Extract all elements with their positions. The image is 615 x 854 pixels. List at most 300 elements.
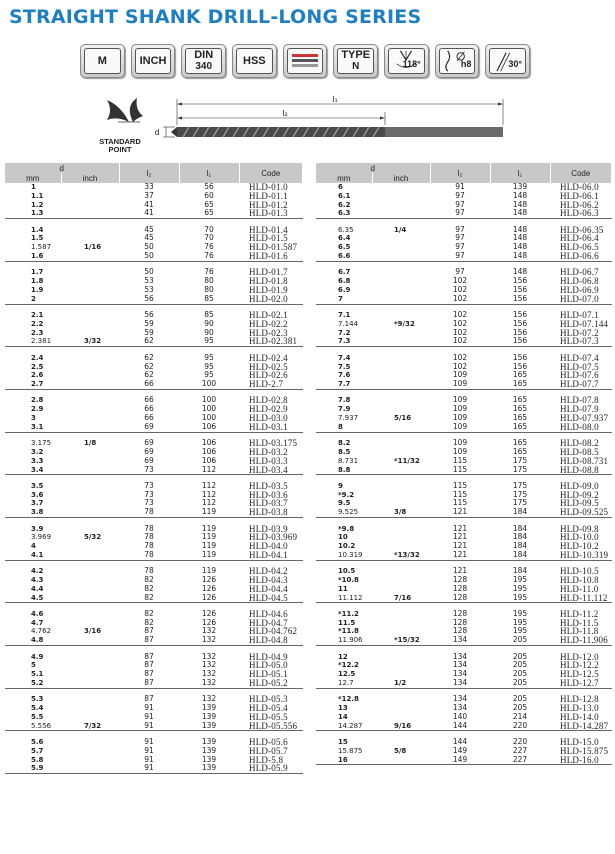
cell-l1: 132: [201, 660, 217, 670]
table-row: [316, 295, 612, 304]
cell-code: HLD-07.9: [560, 404, 599, 415]
cell-inch: [61, 226, 119, 235]
table-row: [316, 337, 612, 346]
cell-l2: 69: [119, 423, 179, 432]
cell-code: HLD-12.2: [560, 660, 599, 671]
cell-code: HLD-11.906: [550, 636, 612, 645]
cell-mm: *11.2: [338, 609, 359, 618]
cell-l1: 85: [204, 310, 214, 320]
cell-mm: 4.2: [31, 567, 44, 576]
cell-mm: 2.1: [31, 311, 44, 320]
cell-code: HLD-05.2: [239, 679, 303, 688]
cell-mm: 8.731: [338, 456, 359, 465]
cell-mm: 1.4: [31, 225, 44, 234]
cell-l2: 73: [144, 498, 154, 508]
cell-mm: 1.587: [31, 243, 52, 252]
cell-mm: 13: [338, 704, 348, 713]
cell-code: HLD-02.8: [249, 395, 288, 406]
cell-code: HLD-07.937: [560, 413, 609, 424]
cell-code: HLD-06.9: [560, 284, 599, 295]
cell-code: HLD-06.1: [560, 190, 599, 201]
cell-l2: 102: [452, 361, 468, 371]
spec-icon-row: [80, 44, 530, 78]
hss-label: HSS: [243, 54, 266, 67]
cell-inch: [372, 405, 430, 414]
cell-mm: 6.6: [316, 252, 372, 261]
cell-code: HLD-15.0: [560, 736, 599, 747]
cell-l2: 78: [144, 541, 154, 551]
cell-mm: 1.2: [31, 200, 44, 209]
col-header-inch: inch: [61, 173, 119, 183]
cell-code: HLD-06.6: [550, 252, 612, 261]
cell-inch: [372, 201, 430, 210]
cell-inch: [372, 243, 430, 252]
cell-inch: [372, 192, 430, 201]
cell-mm: 5.556: [5, 722, 61, 731]
cell-code: HLD-06.2: [560, 199, 599, 210]
cell-l1: 90: [204, 318, 214, 328]
cell-code: HLD-05.3: [249, 694, 288, 705]
cell-inch: [372, 277, 430, 286]
cell-l2: 102: [452, 310, 468, 320]
cell-l1: 119: [201, 566, 217, 576]
cell-inch: [372, 610, 430, 619]
drill-table-left: [5, 163, 303, 774]
cell-l2: 149: [452, 745, 468, 755]
cell-l1: 95: [204, 352, 214, 362]
type-n-icon: [333, 44, 378, 78]
cell-mm: 4.8: [5, 636, 61, 645]
cell-l1: 220: [490, 722, 550, 731]
cell-l1: 195: [512, 617, 528, 627]
cell-l1: 139: [201, 736, 217, 746]
cell-mm: 6.3: [316, 209, 372, 218]
cell-inch: [372, 380, 430, 389]
cell-l2: 62: [144, 361, 154, 371]
point-angle-label: 118°: [402, 59, 421, 69]
cell-inch: 7/16: [372, 594, 430, 603]
hss-icon: [232, 44, 277, 78]
cell-l2: 73: [119, 466, 179, 475]
cell-mm: 2.6: [31, 371, 44, 380]
cell-inch: [372, 499, 430, 508]
cell-l1: 165: [512, 370, 528, 380]
cell-l1: 205: [512, 651, 528, 661]
cell-l1: 60: [204, 190, 214, 200]
cell-inch: [372, 234, 430, 243]
cell-l2: 115: [452, 498, 468, 508]
cell-l2: 87: [144, 660, 154, 670]
cell-inch: *9/32: [394, 319, 415, 328]
cell-code: HLD-14.0: [560, 711, 599, 722]
cell-inch: [372, 209, 430, 218]
cell-code: HLD-01.9: [249, 284, 288, 295]
cell-mm: 6.5: [338, 243, 351, 252]
cell-code: HLD-02.0: [239, 295, 303, 304]
cell-mm: 6.9: [338, 285, 351, 294]
table-row: [5, 508, 303, 517]
inch-label: INCH: [139, 54, 167, 67]
cell-code: HLD-07.7: [550, 380, 612, 389]
cell-code: HLD-05.9: [239, 764, 303, 773]
cell-l1: 139: [179, 764, 239, 773]
cell-l2: 78: [144, 523, 154, 533]
cell-mm: 6.8: [338, 277, 351, 286]
cell-l1: 139: [201, 754, 217, 764]
cell-mm: 7.2: [338, 328, 351, 337]
cell-l1: 106: [201, 438, 217, 448]
table-row: [316, 466, 612, 475]
cell-mm: *11.8: [338, 627, 359, 636]
cell-l1: 70: [204, 233, 214, 243]
cell-mm: 1.3: [5, 209, 61, 218]
cell-l2: 53: [144, 284, 154, 294]
cell-code: HLD-04.8: [239, 636, 303, 645]
cell-inch: [61, 363, 119, 372]
cell-code: HLD-07.8: [560, 395, 599, 406]
cell-l1: 126: [201, 574, 217, 584]
cell-l2: 37: [144, 190, 154, 200]
cell-l1: 227: [512, 745, 528, 755]
cell-code: HLD-05.0: [249, 660, 288, 671]
cell-inch: [372, 585, 430, 594]
cell-l2: 59: [144, 327, 154, 337]
cell-mm: *12.2: [338, 661, 359, 670]
cell-l1: 156: [512, 318, 528, 328]
cell-code: HLD-10.8: [560, 574, 599, 585]
cell-l1: 126: [201, 617, 217, 627]
cell-code: HLD-05.4: [249, 703, 288, 714]
cell-l1: 184: [512, 523, 528, 533]
cell-code: HLD-06.0: [560, 182, 599, 192]
cell-code: HLD-07.144: [560, 318, 609, 329]
cell-mm: 16: [316, 756, 372, 765]
cell-l1: 126: [201, 608, 217, 618]
cell-code: HLD-15.875: [560, 745, 609, 756]
cell-inch: [61, 209, 119, 218]
cell-l2: 82: [119, 594, 179, 603]
cell-mm: 3.5: [31, 481, 44, 490]
cell-inch: *11/32: [394, 456, 420, 465]
cell-inch: [61, 268, 119, 277]
cell-mm: 3.4: [5, 466, 61, 475]
cell-code: HLD-01.2: [249, 199, 288, 210]
cell-l1: 156: [512, 310, 528, 320]
cell-mm: 15.875: [338, 746, 363, 755]
cell-inch: 9/16: [372, 722, 430, 731]
cell-l2: 62: [144, 370, 154, 380]
cell-l2: 87: [119, 679, 179, 688]
cell-inch: 1/4: [394, 225, 407, 234]
l1-dimension-label: l₁: [332, 95, 338, 104]
cell-l2: 121: [452, 523, 468, 533]
cell-l1: 205: [490, 679, 550, 688]
cell-inch: [61, 491, 119, 500]
table-row: [5, 423, 303, 432]
cell-inch: 1/8: [84, 439, 97, 448]
cell-l2: 149: [430, 756, 490, 765]
cell-l1: 76: [204, 242, 214, 252]
cell-code: HLD-03.4: [239, 466, 303, 475]
cell-inch: [372, 627, 430, 636]
cell-mm: 6.4: [338, 234, 351, 243]
cell-l2: 97: [455, 267, 465, 277]
cell-code: HLD-11.112: [550, 594, 612, 603]
cell-l1: 95: [179, 337, 239, 346]
cell-code: HLD-04.7: [249, 617, 288, 628]
cell-l1: 148: [512, 224, 528, 234]
cell-code: HLD-03.3: [249, 455, 288, 466]
cell-inch: [372, 439, 430, 448]
cell-code: HLD-08.5: [560, 446, 599, 457]
cell-code: HLD-05.1: [249, 669, 288, 680]
cell-l1: 119: [201, 541, 217, 551]
cell-l2: 109: [452, 404, 468, 414]
cell-l1: 56: [204, 182, 214, 191]
cell-inch: 7/32: [61, 722, 119, 731]
cell-l1: 148: [490, 209, 550, 218]
cell-mm: 10: [338, 533, 348, 542]
cell-inch: 3/32: [61, 337, 119, 346]
cell-inch: [61, 405, 119, 414]
table-row: [316, 551, 612, 560]
table-row: [5, 466, 303, 475]
cell-l1: 132: [201, 626, 217, 636]
cell-l2: 97: [430, 209, 490, 218]
cell-code: HLD-5.8: [249, 754, 284, 765]
table-row: [5, 636, 303, 645]
cell-inch: [372, 738, 430, 747]
cell-mm: 12.7: [316, 679, 372, 688]
cell-inch: [61, 183, 119, 192]
cell-l1: 165: [512, 404, 528, 414]
cell-inch: [61, 466, 119, 475]
cell-mm: *9.8: [338, 524, 355, 533]
table-row: [5, 551, 303, 560]
cell-inch: [61, 756, 119, 765]
cell-code: HLD-03.7: [249, 498, 288, 509]
cell-l1: 95: [204, 370, 214, 380]
cell-l1: 175: [512, 498, 528, 508]
cell-l1: 148: [512, 190, 528, 200]
cell-l2: 115: [430, 466, 490, 475]
cell-mm: 2.5: [31, 362, 44, 371]
m-label: M: [97, 54, 107, 67]
cell-l1: 205: [512, 660, 528, 670]
cell-l1: 205: [512, 703, 528, 713]
cell-l1: 156: [512, 327, 528, 337]
cell-l2: 134: [430, 636, 490, 645]
cell-inch: [61, 542, 119, 551]
cell-code: HLD-01.8: [249, 276, 288, 287]
cell-l1: 156: [490, 295, 550, 304]
cell-inch: [372, 533, 430, 542]
cell-l2: 69: [144, 455, 154, 465]
cell-l1: 100: [201, 404, 217, 414]
cell-inch: [372, 466, 430, 475]
cell-mm: 11.112: [316, 594, 372, 603]
cell-inch: [61, 201, 119, 210]
cell-mm: *9.2: [338, 490, 355, 499]
table-row: [316, 508, 612, 517]
cell-inch: [61, 396, 119, 405]
cell-code: HLD-02.381: [239, 337, 303, 346]
cell-mm: 7.1: [338, 311, 351, 320]
cell-code: HLD-01.5: [249, 233, 288, 244]
cell-code: HLD-02.5: [249, 361, 288, 372]
cell-l2: 87: [144, 694, 154, 704]
cell-l2: 82: [144, 617, 154, 627]
cell-code: HLD-04.5: [239, 594, 303, 603]
cell-l1: 195: [490, 594, 550, 603]
cell-l2: 102: [430, 337, 490, 346]
cell-l2: 102: [452, 352, 468, 362]
cell-l2: 66: [119, 380, 179, 389]
cell-l2: 128: [452, 617, 468, 627]
cell-code: HLD-06.7: [560, 267, 599, 278]
cell-code: HLD-12.7: [550, 679, 612, 688]
cell-code: HLD-08.8: [550, 466, 612, 475]
cell-inch: [372, 482, 430, 491]
cell-inch: [61, 653, 119, 662]
cell-inch: [61, 252, 119, 261]
cell-mm: 7.3: [316, 337, 372, 346]
table-row: [316, 722, 612, 731]
cell-l1: 80: [204, 284, 214, 294]
cell-l1: 65: [179, 209, 239, 218]
cell-mm: 11.5: [338, 618, 356, 627]
cell-code: HLD-03.0: [249, 413, 288, 424]
helix-30-icon: [485, 44, 530, 78]
cell-l1: 132: [201, 651, 217, 661]
cell-l2: 97: [455, 233, 465, 243]
cell-mm: 2.381: [5, 337, 61, 346]
cell-mm: 5: [31, 661, 36, 670]
cell-inch: [61, 661, 119, 670]
cell-l2: 128: [430, 594, 490, 603]
cell-mm: 3.175: [31, 439, 52, 448]
cell-l2: 144: [430, 722, 490, 731]
cell-mm: 4.7: [31, 618, 44, 627]
cell-code: HLD-03.8: [239, 508, 303, 517]
cell-inch: [61, 482, 119, 491]
cell-l2: 121: [452, 541, 468, 551]
cell-inch: [61, 354, 119, 363]
cell-l1: 139: [201, 703, 217, 713]
cell-l1: 205: [490, 636, 550, 645]
cell-inch: [61, 679, 119, 688]
cell-mm: 14: [338, 712, 348, 721]
cell-l2: 69: [144, 446, 154, 456]
cell-code: HLD-06.5: [560, 242, 599, 253]
cell-inch: 5/8: [394, 746, 407, 755]
cell-l1: 195: [512, 626, 528, 636]
cell-code: HLD-03.9: [249, 523, 288, 534]
cell-l2: 78: [119, 551, 179, 560]
point-angle-icon: [384, 44, 429, 78]
table-row: [316, 423, 612, 432]
cell-l1: 220: [512, 736, 528, 746]
table-row: [5, 380, 303, 389]
cell-l1: 139: [179, 722, 239, 731]
cell-l1: 132: [179, 679, 239, 688]
cell-l2: 97: [455, 190, 465, 200]
table-row: [5, 594, 303, 603]
cell-l1: 184: [512, 532, 528, 542]
cell-mm: 2.4: [31, 353, 44, 362]
cell-mm: 6: [338, 183, 343, 191]
cell-l2: 102: [452, 327, 468, 337]
col-header-l1: l₁: [179, 163, 239, 183]
cell-code: HLD-04.1: [239, 551, 303, 560]
cell-inch: [372, 756, 430, 765]
cell-l1: 100: [201, 395, 217, 405]
cell-code: HLD-01.587: [249, 242, 298, 253]
cell-inch: [372, 311, 430, 320]
cell-mm: 7.7: [316, 380, 372, 389]
table-row: [316, 679, 612, 688]
cell-code: HLD-01.0: [249, 182, 288, 192]
cell-l1: 205: [512, 669, 528, 679]
table-row: [5, 764, 303, 773]
inch-icon: [131, 44, 176, 78]
cell-mm: 7.6: [338, 371, 351, 380]
cell-inch: [61, 508, 119, 517]
cell-mm: 12.5: [338, 670, 356, 679]
cell-l1: 132: [179, 636, 239, 645]
cell-code: HLD-06.4: [560, 233, 599, 244]
cell-inch: [372, 423, 430, 432]
cell-mm: 5.3: [31, 695, 44, 704]
cell-l2: 41: [144, 199, 154, 209]
cell-code: HLD-16.0: [550, 756, 612, 765]
cell-l1: 76: [179, 252, 239, 261]
cell-code: HLD-12.0: [560, 651, 599, 662]
cell-l2: 140: [452, 711, 468, 721]
cell-l1: 205: [512, 694, 528, 704]
type-n-label: TYPE: [341, 49, 371, 61]
cell-inch: [372, 329, 430, 338]
cell-l1: 184: [512, 566, 528, 576]
cell-code: HLD-02.2: [249, 318, 288, 329]
col-header-mm: mm: [316, 173, 372, 183]
table-row: [316, 756, 612, 765]
cell-l2: 109: [452, 446, 468, 456]
cell-mm: 2: [5, 295, 61, 304]
cell-code: HLD-01.3: [239, 209, 303, 218]
cell-l1: 132: [201, 669, 217, 679]
cell-l1: 148: [512, 242, 528, 252]
standard-point-label-1: STANDARD: [99, 137, 141, 146]
cell-inch: [61, 525, 119, 534]
cell-mm: *12.8: [338, 695, 359, 704]
table-row: [5, 679, 303, 688]
cell-code: HLD-12.8: [560, 694, 599, 705]
cell-inch: [372, 396, 430, 405]
cell-l2: 78: [144, 532, 154, 542]
cell-inch: [372, 448, 430, 457]
cell-l1: 156: [490, 337, 550, 346]
cell-inch: [372, 525, 430, 534]
cell-mm: 7.8: [338, 396, 351, 405]
cell-code: HLD-01.7: [249, 267, 288, 278]
cell-l2: 91: [144, 703, 154, 713]
cell-inch: [372, 337, 430, 346]
cell-inch: [61, 747, 119, 756]
cell-inch: [61, 192, 119, 201]
cell-l2: 102: [430, 295, 490, 304]
cell-l2: 97: [455, 199, 465, 209]
